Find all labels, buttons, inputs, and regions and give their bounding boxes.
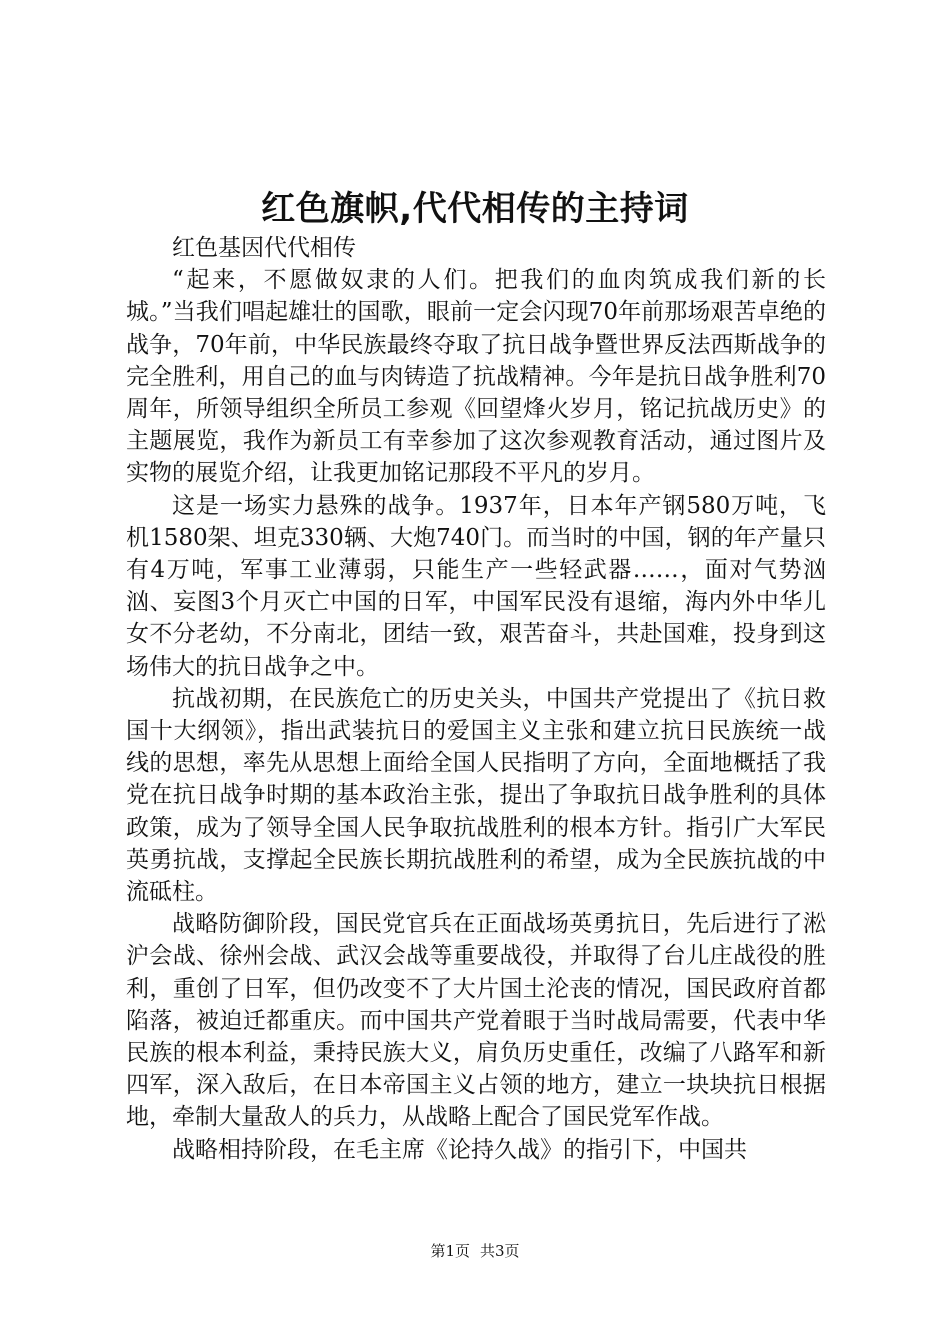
document-title: 红色旗帜,代代相传的主持词 xyxy=(261,189,689,229)
document-body xyxy=(126,232,826,1166)
paragraph-early-war: 抗战初期，在民族危亡的历史关头，中国共产党提出了《抗日救国十大纲领》，指出武装抗日的爱国主义主张和建立抗日民族统一战线的思想，率先从思想上面给全国人民指明了方向，全面地概括了我党在抗日战争时期的基本政治主张，提出了争取抗日战争胜利的具体政策，成为了领导全国人民争取抗战胜利的根本方针。指引广大军民英勇抗战，支撑起全民族长期抗战胜利的希望，成为全民族抗战的中流砥柱。 xyxy=(126,685,826,906)
page-number: 第1页 xyxy=(430,1242,470,1260)
paragraph-intro: “起来，不愿做奴隶的人们。把我们的血肉筑成我们新的长城。”当我们唱起雄壮的国歌，眼前一定会闪现70年前那场艰苦卓绝的战争，70年前，中华民族最终夺取了抗日战争暨世界反法西斯战争的完全胜利，用自己的血与肉铸造了抗战精神。今年是抗日战争胜利70周年，所领导组织全所员工参观《回望烽火岁月，铭记抗战历史》的主题展览，我作为新员工有幸参加了这次参观教育活动，通过图片及实物的展览介绍，让我更加铭记那段不平凡的岁月。 xyxy=(126,267,826,487)
paragraph-stalemate-phase: 战略相持阶段，在毛主席《论持久战》的指引下，中国共 xyxy=(172,1136,747,1163)
page-footer xyxy=(0,1241,950,1261)
paragraph-defense-phase: 战略防御阶段，国民党官兵在正面战场英勇抗日，先后进行了淞沪会战、徐州会战、武汉会战等重要战役，并取得了台儿庄战役的胜利，重创了日军，但仍改变不了大片国土沦丧的情况，国民政府首都陷落，被迫迁都重庆。而中国共产党着眼于当时战局需要，代表中华民族的根本利益，秉持民族大义，肩负历史重任，改编了八路军和新四军，深入敌后，在日本帝国主义占领的地方，建立一块块抗日根据地，牵制大量敌人的兵力，从战略上配合了国民党军作战。 xyxy=(126,911,826,1131)
subtitle-paragraph: 红色基因代代相传 xyxy=(172,235,356,261)
page-total: 共3页 xyxy=(480,1242,520,1260)
paragraph-disparity: 这是一场实力悬殊的战争。1937年，日本年产钢580万吨，飞机1580架、坦克330辆、大炮740门。而当时的中国，钢的年产量只有4万吨，军事工业薄弱，只能生产一些轻武器……，面对气势汹汹、妄图3个月灭亡中国的日军，中国军民没有退缩，海内外中华儿女不分老幼，不分南北，团结一致，艰苦奋斗，共赴国难，投身到这场伟大的抗日战争之中。 xyxy=(126,492,826,680)
